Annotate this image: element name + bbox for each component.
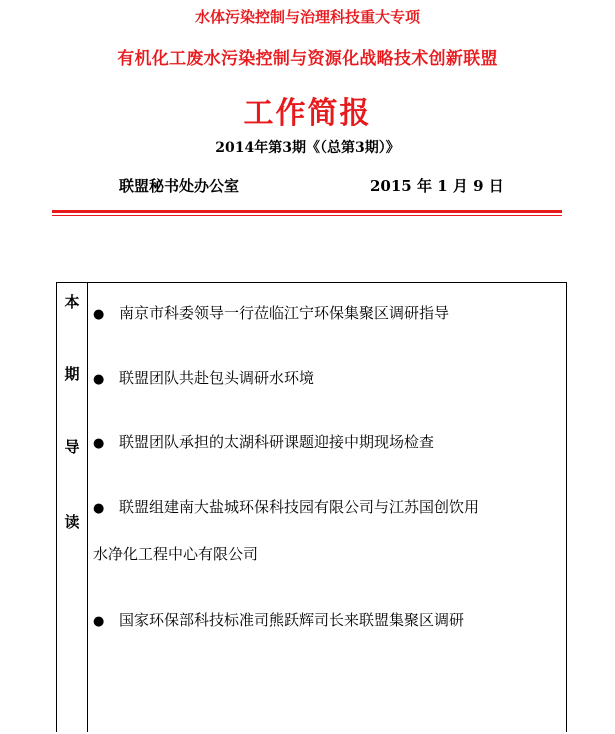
contents-item-text: 南京市科委领导一行莅临江宁环保集聚区调研指导 bbox=[119, 304, 450, 322]
bullet-icon: ● bbox=[93, 307, 105, 322]
contents-item-text: 联盟组建南大盐城环保科技园有限公司与江苏国创饮用 bbox=[119, 498, 480, 516]
contents-box bbox=[56, 282, 567, 732]
contents-item bbox=[93, 609, 464, 630]
contents-item bbox=[93, 367, 314, 388]
contents-item bbox=[93, 302, 449, 323]
bullet-icon: ● bbox=[93, 436, 105, 451]
bullet-icon: ● bbox=[93, 614, 105, 629]
contents-item bbox=[93, 431, 434, 452]
contents-item-continued: 水净化工程中心有限公司 bbox=[93, 545, 259, 563]
header-rule-thin bbox=[52, 215, 562, 216]
bullet-icon: ● bbox=[93, 501, 105, 516]
contents-item-text: 国家环保部科技标准司熊跃辉司长来联盟集聚区调研 bbox=[119, 611, 465, 629]
sidebar-char: 导 bbox=[64, 438, 80, 456]
alliance-name: 有机化工废水污染控制与资源化战略技术创新联盟 bbox=[117, 49, 498, 69]
contents-item-text: 联盟团队共赴包头调研水环境 bbox=[119, 369, 315, 387]
header-rule-thick bbox=[52, 210, 562, 213]
contents-item bbox=[93, 496, 479, 517]
issue-date: 2015 年 1 月 9 日 bbox=[370, 177, 504, 195]
sidebar-char: 本 bbox=[64, 293, 80, 311]
bullet-icon: ● bbox=[93, 372, 105, 387]
contents-divider bbox=[87, 283, 88, 732]
project-line: 水体污染控制与治理科技重大专项 bbox=[194, 8, 420, 26]
issue-number: 2014年第3期《（总第3期）》 bbox=[215, 140, 400, 156]
contents-item-text: 联盟团队承担的太湖科研课题迎接中期现场检查 bbox=[119, 433, 435, 451]
office-name: 联盟秘书处办公室 bbox=[119, 177, 240, 195]
sidebar-char: 读 bbox=[64, 513, 80, 531]
sidebar-char: 期 bbox=[64, 365, 80, 383]
page-title: 工作简报 bbox=[243, 96, 372, 131]
